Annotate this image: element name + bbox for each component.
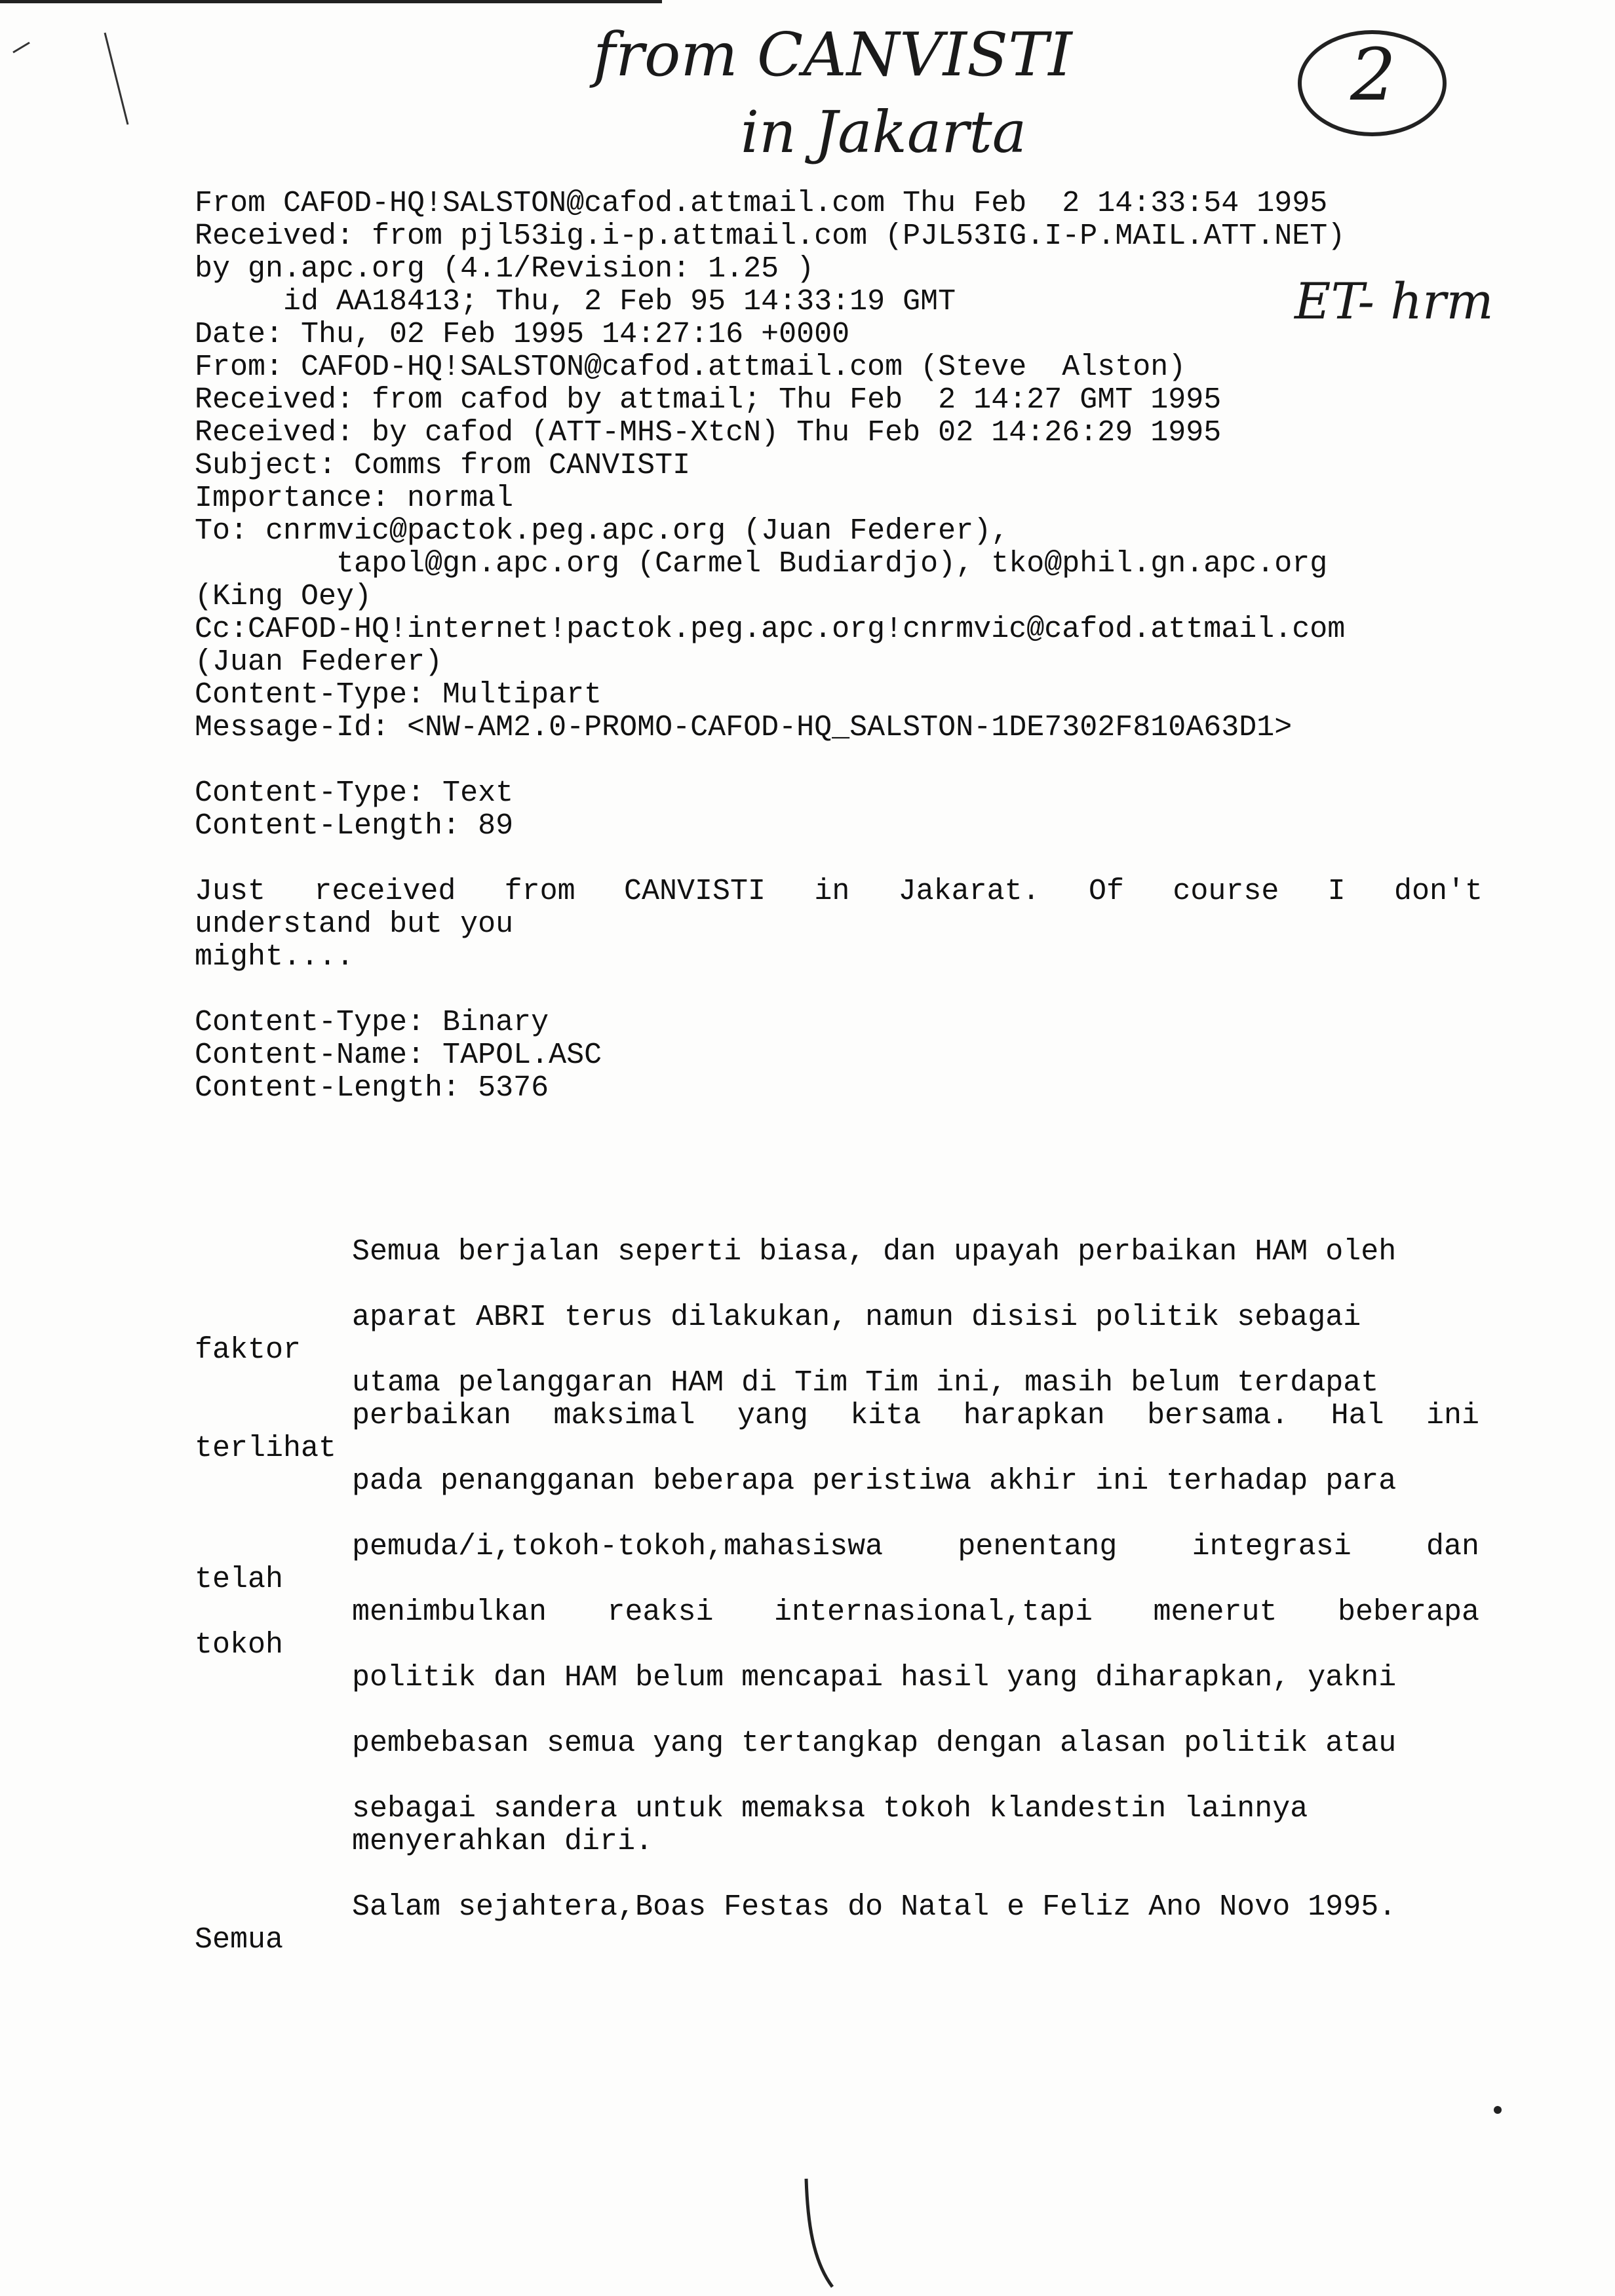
body-line: utama pelanggaran HAM di Tim Tim ini, masih belum terdapat xyxy=(352,1366,1379,1400)
content-name-line: Content-Name: TAPOL.ASC xyxy=(195,1039,602,1072)
message-line: understand but you xyxy=(195,908,514,941)
header-line: tapol@gn.apc.org (Carmel Budiardjo), tko@phil.gn.apc.org xyxy=(195,547,1328,581)
content-type-line: Content-Type: Text xyxy=(195,776,514,810)
body-line: menimbulkan reaksi internasional,tapi menerut beberapa xyxy=(352,1596,1479,1629)
body-wrap-word: tokoh xyxy=(195,1628,284,1662)
header-line: (King Oey) xyxy=(195,580,372,613)
body-line: pemuda/i,tokoh-tokoh,mahasiswa penentang integrasi dan xyxy=(352,1530,1479,1563)
body-wrap-word: faktor xyxy=(195,1333,302,1367)
body-line: sebagai sandera untuk memaksa tokoh klandestin lainnya xyxy=(352,1792,1308,1826)
body-line: pembebasan semua yang tertangkap dengan alasan politik atau xyxy=(352,1727,1397,1760)
header-line: (Juan Federer) xyxy=(195,645,443,679)
circled-number-text: 2 xyxy=(1350,33,1396,117)
body-line: perbaikan maksimal yang kita harapkan bersama. Hal ini xyxy=(352,1399,1479,1432)
body-line: Salam sejahtera,Boas Festas do Natal e Feliz Ano Novo 1995. xyxy=(352,1890,1397,1924)
body-line: Semua berjalan seperti biasa, dan upayah perbaikan HAM oleh xyxy=(352,1235,1397,1269)
top-border-line xyxy=(0,0,662,3)
content-length-line: Content-Length: 5376 xyxy=(195,1071,549,1105)
corner-scratch-mark xyxy=(105,33,128,124)
header-line: Importance: normal xyxy=(195,482,514,515)
header-line: Received: from pjl53ig.i-p.attmail.com (PJL53IG.I-P.MAIL.ATT.NET) xyxy=(195,220,1346,253)
header-line: To: cnrmvic@pactok.peg.apc.org (Juan Federer), xyxy=(195,514,1009,548)
body-wrap-word: terlihat xyxy=(195,1432,337,1465)
header-line: From CAFOD-HQ!SALSTON@cafod.attmail.com Thu Feb 2 14:33:54 1995 xyxy=(195,187,1328,220)
message-line: Just received from CANVISTI in Jakarat. Of course I don't xyxy=(195,875,1483,908)
header-line: by gn.apc.org (4.1/Revision: 1.25 ) xyxy=(195,252,815,286)
stray-dot xyxy=(1494,2106,1502,2114)
handwritten-side-note: ET- hrm xyxy=(1294,272,1494,330)
small-tick-mark xyxy=(13,43,29,52)
body-line: pada penangganan beberapa peristiwa akhir ini terhadap para xyxy=(352,1464,1397,1498)
bottom-pen-stroke xyxy=(806,2179,832,2287)
message-line: might.... xyxy=(195,940,355,974)
header-line: From: CAFOD-HQ!SALSTON@cafod.attmail.com (Steve Alston) xyxy=(195,351,1186,384)
body-line: menyerahkan diri. xyxy=(352,1825,653,1858)
handwritten-title-line1: from CANVISTI xyxy=(593,20,1072,90)
header-line: Content-Type: Multipart xyxy=(195,678,602,712)
body-line: politik dan HAM belum mencapai hasil yang diharapkan, yakni xyxy=(352,1661,1397,1694)
header-line: Message-Id: <NW-AM2.0-PROMO-CAFOD-HQ_SALSTON-1DE7302F810A63D1> xyxy=(195,711,1293,744)
content-type-line: Content-Type: Binary xyxy=(195,1006,549,1039)
header-line: id AA18413; Thu, 2 Feb 95 14:33:19 GMT xyxy=(195,285,956,318)
header-line: Received: from cafod by attmail; Thu Feb 2 14:27 GMT 1995 xyxy=(195,383,1222,417)
header-line: Date: Thu, 02 Feb 1995 14:27:16 +0000 xyxy=(195,318,850,351)
header-line: Received: by cafod (ATT-MHS-XtcN) Thu Feb 02 14:26:29 1995 xyxy=(195,416,1222,450)
header-line: Cc:CAFOD-HQ!internet!pactok.peg.apc.org!cnrmvic@cafod.attmail.com xyxy=(195,613,1346,646)
body-wrap-word: telah xyxy=(195,1563,284,1596)
header-line: Subject: Comms from CANVISTI xyxy=(195,449,691,482)
content-length-line: Content-Length: 89 xyxy=(195,809,514,843)
handwritten-title-line2: in Jakarta xyxy=(741,98,1027,166)
body-wrap-word: Semua xyxy=(195,1923,284,1957)
body-line: aparat ABRI terus dilakukan, namun disisi politik sebagai xyxy=(352,1301,1361,1334)
